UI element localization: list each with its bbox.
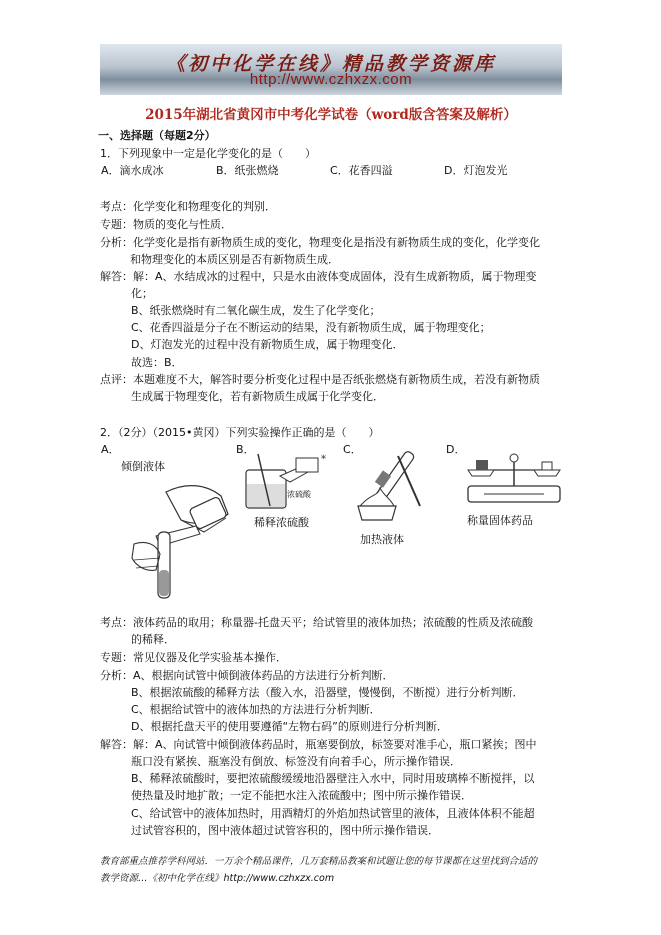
q2-letter-d: D． <box>446 443 466 456</box>
q2-jieda-6: 过试管容积的，图中液体超过试管容积的，图中所示操作错误． <box>131 824 439 837</box>
q1-fenxi-1: 分析：化学变化是指有新物质生成的变化，物理变化是指没有新物质生成的变化，化学变化 <box>100 236 540 249</box>
figure-d-label: 称量固体药品 <box>467 514 533 527</box>
q2-fenxi-4: D、根据托盘天平的使用要遵循“左物右码”的原则进行分析判断． <box>131 720 448 733</box>
q2-jieda-3: B、稀释浓硫酸时，要把浓硫酸缓缓地沿器壁注入水中，同时用玻璃棒不断搅拌，以 <box>131 772 535 785</box>
q1-kaodian: 考点：化学变化和物理变化的判别． <box>100 200 276 213</box>
q1-option-b: B．纸张燃烧 <box>216 164 279 177</box>
q1-jieda-5: D、灯泡发光的过程中没有新物质生成，属于物理变化． <box>131 338 404 351</box>
q1-dianping-2: 生成属于物理变化，若有新物质生成属于化学变化． <box>131 390 384 403</box>
figure-c-heating-liquid <box>350 446 440 526</box>
q1-fenxi-2: 和物理变化的本质区别是否有新物质生成． <box>130 253 339 266</box>
figure-a-pouring-liquid <box>126 474 246 602</box>
q2-jieda-1: 解答：解：A、向试管中倾倒液体药品时，瓶塞要倒放，标签要对准手心，瓶口紧挨；图中 <box>100 738 537 751</box>
footer-line-2[interactable]: 教学资源…《初中化学在线》http://www.czhxzx.com <box>100 873 335 884</box>
q1-dianping-1: 点评：本题难度不大，解答时要分析变化过程中是否纸张燃烧有新物质生成，若没有新物质 <box>100 373 540 386</box>
q2-kaodian-1: 考点：液体药品的取用；称量器-托盘天平；给试管里的液体加热；浓硫酸的性质及浓硫酸 <box>100 616 533 629</box>
footer-line-1: 教育部重点推荐学科网站．一万余个精品课件，几万套精品教案和试题让您的每节课都在这里找到合适的 <box>100 856 538 867</box>
figure-b-small-label: 浓硫酸 <box>287 490 311 499</box>
q2-jieda-2: 瓶口没有紧挨、瓶塞没有倒放、标签没有向着手心，所示操作错误． <box>131 755 461 768</box>
q2-jieda-5: C、给试管中的液体加热时，用酒精灯的外焰加热试管里的液体，且液体体积不能超 <box>131 807 535 820</box>
figure-c-label: 加热液体 <box>360 533 404 546</box>
q1-stem: 1．下列现象中一定是化学变化的是（ ） <box>100 147 316 160</box>
banner-title: 《初中化学在线》精品教学资源库 <box>165 53 496 75</box>
banner-url[interactable]: http://www.czhxzx.com <box>249 71 413 88</box>
header-banner <box>100 44 562 95</box>
q1-jieda-6: 故选：B． <box>131 356 183 369</box>
q1-jieda-1: 解答：解：A、水结成冰的过程中，只是水由液体变成固体，没有生成新物质，属于物理变 <box>100 270 537 283</box>
q1-jieda-3: B、纸张燃烧时有二氧化碳生成，发生了化学变化； <box>131 304 381 317</box>
q1-zhuanti: 专题：物质的变化与性质． <box>100 218 232 231</box>
q2-fenxi-1: 分析：A、根据向试管中倾倒液体药品的方法进行分析判断． <box>100 669 394 682</box>
q2-zhuanti: 专题：常见仪器及化学实验基本操作． <box>100 651 287 664</box>
q2-fenxi-3: C、根据给试管中的液体加热的方法进行分析判断． <box>131 703 381 716</box>
q1-option-c: C．花香四溢 <box>330 164 393 177</box>
q2-fenxi-2: B、根据浓硫酸的稀释方法（酸入水，沿器壁，慢慢倒，不断搅）进行分析判断． <box>131 686 524 699</box>
figure-a-label: 倾倒液体 <box>121 460 165 473</box>
q2-jieda-4: 使热量及时地扩散；一定不能把水注入浓硫酸中；图中所示操作错误． <box>131 789 472 802</box>
svg-text:*: * <box>321 454 326 465</box>
q2-letter-a: A． <box>101 443 120 456</box>
q1-option-d: D．灯泡发光 <box>444 164 508 177</box>
figure-b-diluting-acid <box>236 450 336 510</box>
q2-letter-c: C． <box>343 443 362 456</box>
q1-jieda-2: 化； <box>131 287 153 300</box>
q1-option-a: A．滴水成冰 <box>101 164 164 177</box>
figure-b-label: 稀释浓硫酸 <box>254 516 309 529</box>
section-heading: 一、选择题（每题2分） <box>98 129 216 142</box>
figure-d-balance <box>464 450 564 510</box>
q1-jieda-4: C、花香四溢是分子在不断运动的结果，没有新物质生成，属于物理变化； <box>131 321 491 334</box>
page-title: 2015年湖北省黄冈市中考化学试卷（word版含答案及解析） <box>145 107 517 123</box>
q2-kaodian-2: 的稀释． <box>131 633 175 646</box>
q2-stem: 2．（2分）（2015•黄冈）下列实验操作正确的是（ ） <box>100 426 380 439</box>
q2-letter-b: B． <box>236 443 255 456</box>
